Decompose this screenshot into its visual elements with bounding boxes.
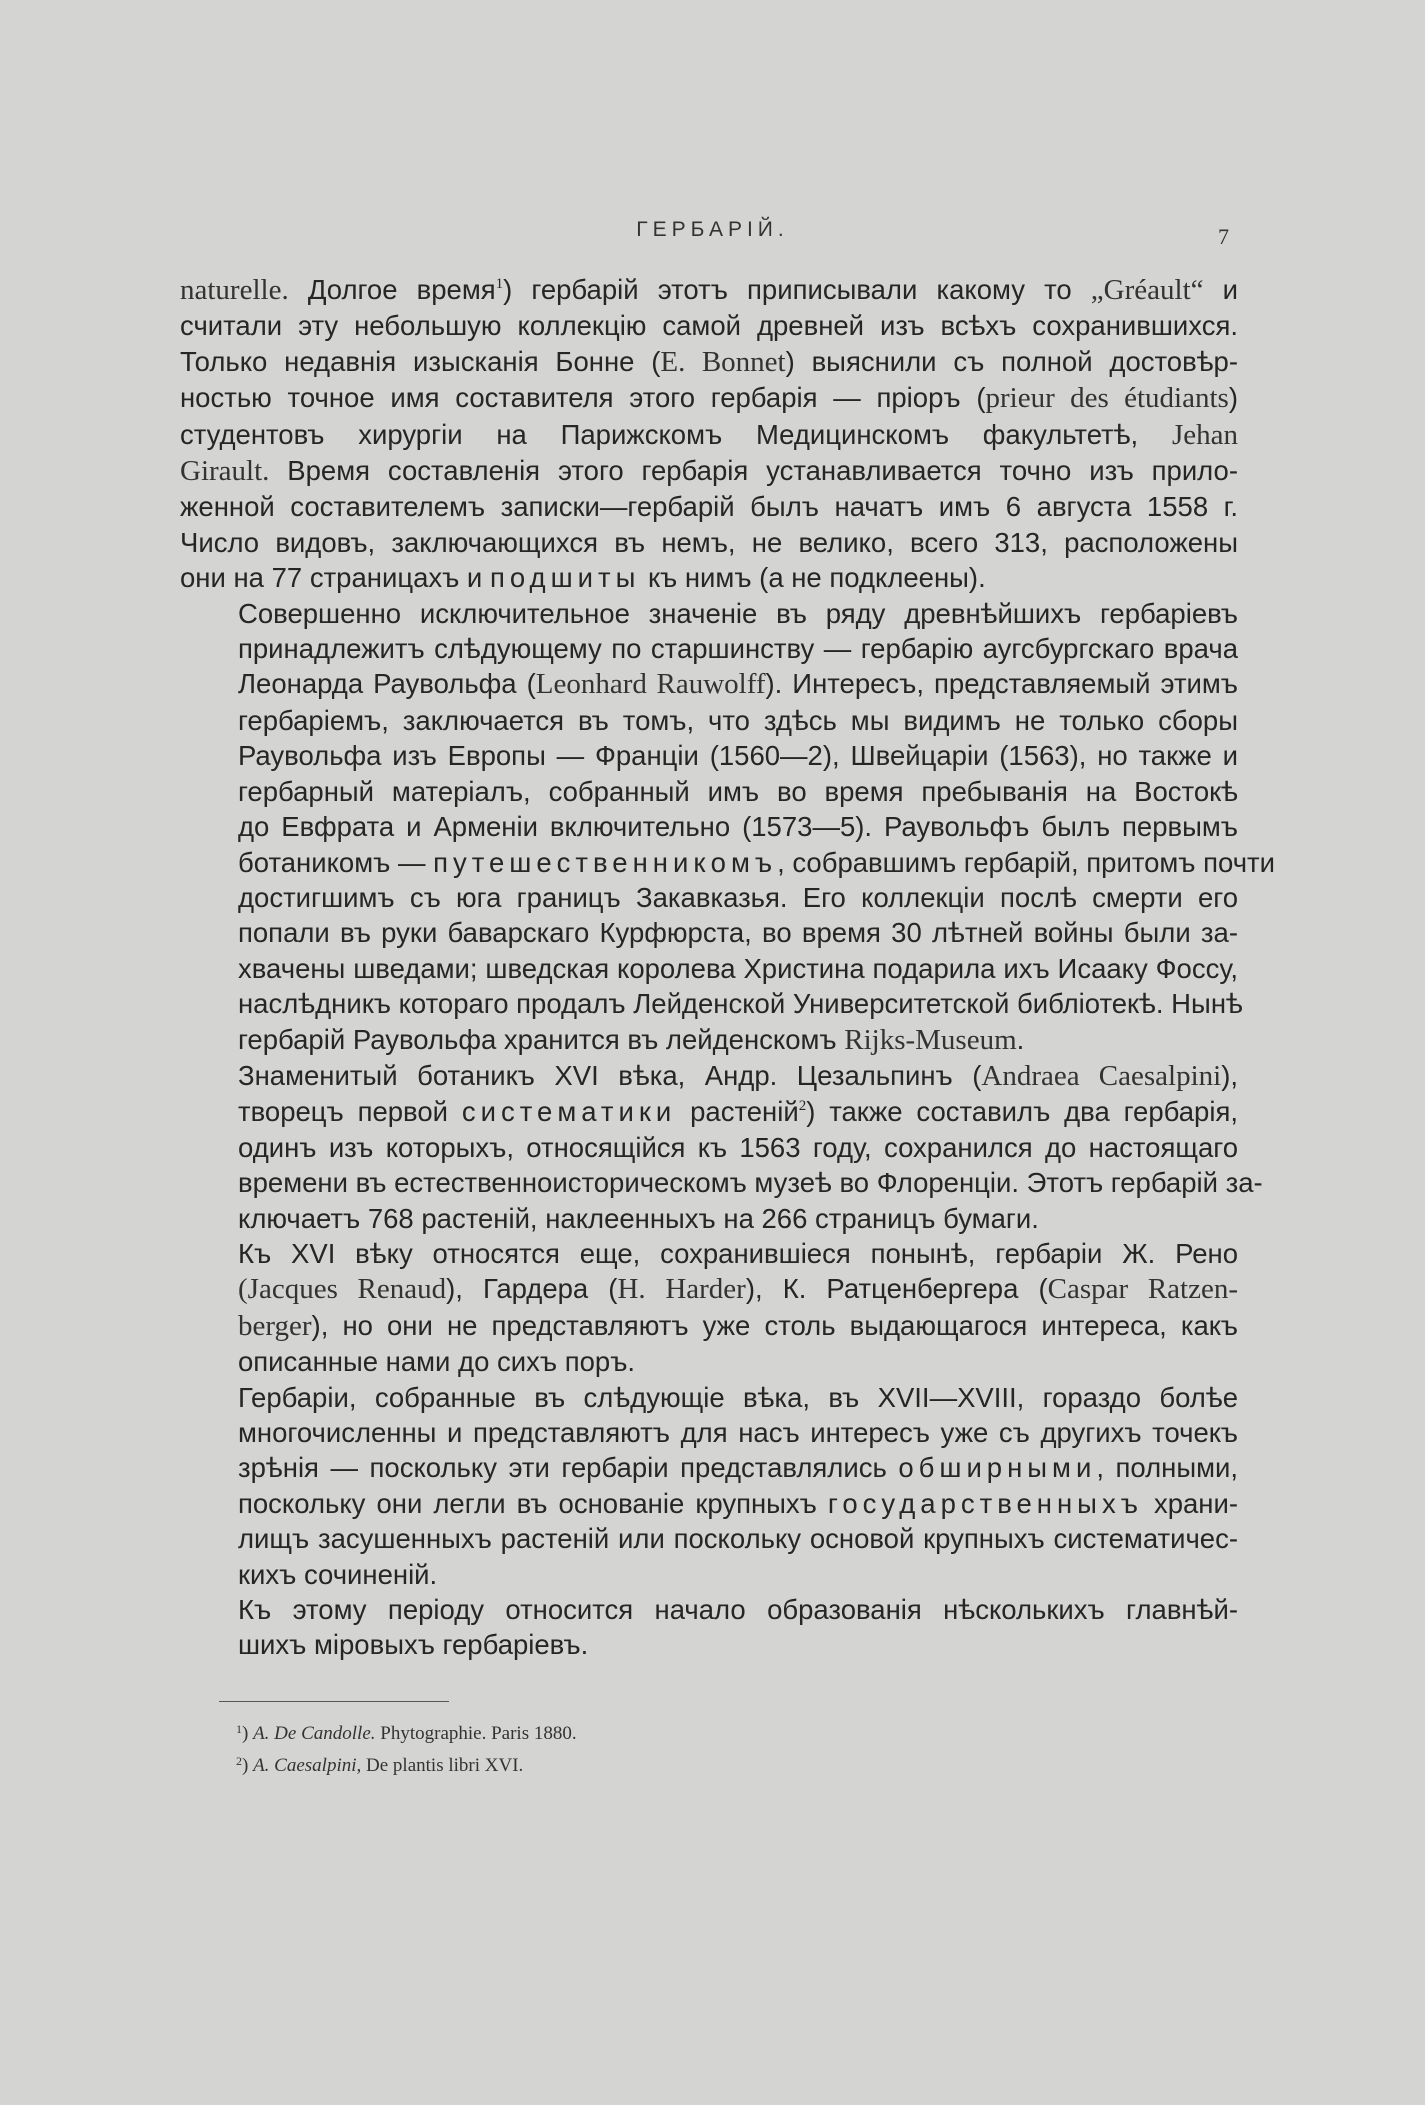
footnotes [236, 1718, 577, 1782]
footnote-1: $^1$) A. De Candolle. Phytographie. Paris 1880. [236, 1722, 577, 1744]
text-run: гербаріемъ, заключается въ томъ, что здѣсь мы видимъ не только сборы [238, 704, 1238, 736]
text-run: попали въ руки баварскаго Курфюрста, во время 30 лѣтней войны были за- [238, 917, 1238, 949]
text-run: ) также составилъ два гербарія, [806, 1096, 1238, 1128]
body-text [180, 272, 1276, 1663]
text-run: лищъ засушенныхъ растеній или поскольку основой крупныхъ систематичес- [238, 1523, 1238, 1555]
text-line [180, 774, 1238, 809]
footnote-marker: 2 [236, 1754, 242, 1768]
latin-text: Leonhard Rauwolff [535, 668, 766, 701]
spaced-emphasis: путешественникомъ [433, 846, 778, 878]
text-run: ), К. Ратценбергера ( [745, 1273, 1048, 1305]
text-run: Къ XVI вѣку относятся еще, сохранившіеся понынѣ, гербаріи Ж. Рено [238, 1237, 1238, 1269]
text-run: Только недавнія изысканія Бонне ( [180, 345, 661, 377]
text-line [180, 986, 1243, 1021]
text-run: Раувольфа изъ Европы — Франціи (1560—2), Швейцаріи (1563), но также и [238, 740, 1238, 772]
latin-text: Rijks-Museum [844, 1023, 1017, 1056]
text-run: ) гербарій этотъ приписывали какому то [503, 274, 1091, 305]
paragraph-5 [180, 1380, 1238, 1592]
text-line [180, 1130, 1238, 1165]
text-run: студентовъ хирургіи на Парижскомъ Медицинскомъ факультетѣ, [180, 418, 1172, 450]
latin-text: Andraea Caesalpini [981, 1059, 1222, 1092]
text-line [180, 308, 1238, 343]
text-run: ), Гардера ( [446, 1273, 618, 1305]
footnote-rule [219, 1701, 449, 1702]
text-run: достигшимъ съ юга границъ Закавказья. Его коллекціи послѣ смерти его [238, 881, 1238, 913]
text-run: Гербаріи, собранные въ слѣдующіе вѣка, въ XVII—XVIII, гораздо болѣе [238, 1381, 1238, 1413]
text-run: . [1016, 1023, 1025, 1055]
text-line [180, 666, 1238, 702]
text-line [180, 915, 1238, 950]
text-line [180, 489, 1238, 524]
text-run: описанные нами до сихъ поръ. [238, 1346, 636, 1378]
text-line [180, 1415, 1238, 1450]
text-line [180, 1627, 1238, 1662]
text-run: наслѣдникъ котораго продалъ Лейденской Университетской библіотекѣ. Нынѣ [238, 988, 1243, 1020]
text-line [180, 380, 1238, 416]
text-line [180, 1236, 1238, 1271]
text-run: и [1203, 274, 1238, 305]
text-run: хвачены шведами; шведская королева Христина подарила ихъ Исааку Фоссу, [238, 952, 1238, 984]
text-run: женной составителемъ записки—гербарій былъ начатъ имъ 6 августа 1558 г. [180, 491, 1238, 523]
text-run: принадлежитъ слѣдующему по старшинству — гербарію аугсбургскаго врача [238, 633, 1238, 665]
latin-text: naturelle. [180, 274, 289, 306]
text-line [180, 596, 1238, 631]
text-line [180, 560, 1238, 595]
footnote-text: De plantis libri XVI. [361, 1755, 524, 1776]
paragraph-1 [180, 272, 1238, 596]
text-line [180, 1521, 1238, 1556]
spaced-emphasis: обширными [898, 1452, 1097, 1484]
footnote-2: $^2$) A. Caesalpini, De plantis libri XVI. [236, 1754, 524, 1776]
text-line [180, 1094, 1238, 1129]
text-line [180, 453, 1238, 489]
text-line [180, 880, 1238, 915]
text-line [180, 417, 1238, 453]
text-line [180, 1165, 1263, 1200]
text-run: къ нимъ (а не подклеены). [640, 562, 986, 594]
latin-text: berger [238, 1309, 312, 1342]
text-run: творецъ первой [238, 1096, 462, 1128]
text-line [180, 845, 1276, 880]
footnote-author: A. De Candolle. [253, 1723, 376, 1744]
text-run: Долгое время [288, 274, 496, 305]
footnote-ref: 1 [495, 276, 504, 292]
footnote-marker: 1 [236, 1722, 242, 1736]
text-run: , полными, [1096, 1452, 1238, 1484]
text-run: одинъ изъ которыхъ, относящійся къ 1563 году, сохранился до настоящаго [238, 1131, 1238, 1163]
text-run: зрѣнія — поскольку эти гербаріи представлялись [238, 1452, 899, 1484]
running-head: ГЕРБАРІЙ. [636, 218, 789, 241]
text-run: ) выяснили съ полной достовѣр- [785, 345, 1238, 377]
text-run: Леонарда Раувольфа ( [238, 668, 536, 700]
footnote-text: Phytographie. Paris 1880. [375, 1723, 577, 1744]
text-run: шихъ міровыхъ гербаріевъ. [238, 1629, 589, 1661]
latin-text: prieur des étudiants [985, 382, 1229, 415]
text-line [180, 951, 1238, 986]
text-run: Число видовъ, заключающихся въ немъ, не велико, всего 313, расположены [180, 526, 1238, 558]
text-line [180, 1308, 1238, 1344]
text-run: ) [1228, 382, 1238, 414]
paragraph-3 [180, 1058, 1263, 1236]
text-run: ностью точное имя составителя этого гербарія — пріоръ ( [180, 382, 986, 414]
text-run: гербарій Раувольфа хранится въ лейденскомъ [238, 1023, 845, 1055]
text-run: храни- [1142, 1487, 1238, 1519]
text-line [180, 272, 1238, 308]
latin-text: ( [238, 1273, 248, 1306]
text-run: Знаменитый ботаникъ XVI вѣка, Андр. Цезальпинъ ( [238, 1059, 982, 1091]
footnote-ref: 2 [798, 1098, 807, 1115]
latin-text: Jacques Renaud [247, 1273, 447, 1306]
text-run: Совершенно исключительное значеніе въ ряду древнѣйшихъ гербаріевъ [238, 597, 1238, 629]
text-run: растеній [676, 1096, 799, 1128]
text-run: , собравшимъ гербарій, притомъ почти [777, 846, 1276, 878]
text-line [180, 525, 1238, 560]
text-line [180, 1450, 1238, 1485]
text-line [180, 1271, 1238, 1307]
paragraph-4 [180, 1236, 1238, 1380]
text-run: ботаникомъ — [238, 846, 434, 878]
text-line [180, 703, 1238, 738]
text-run: кихъ сочиненій. [238, 1558, 438, 1590]
text-line [180, 1486, 1238, 1521]
text-line [180, 1380, 1238, 1415]
text-run: до Евфрата и Арменіи включительно (1573—5). Раувольфъ былъ первымъ [238, 811, 1238, 843]
text-run: поскольку они легли въ основаніе крупныхъ [238, 1487, 828, 1519]
spaced-emphasis: государственныхъ [827, 1487, 1143, 1519]
latin-text: „Gréault“ [1090, 274, 1204, 306]
paragraph-2 [180, 596, 1276, 1058]
paragraph-6 [180, 1592, 1238, 1663]
spaced-emphasis: подшиты [489, 562, 641, 594]
latin-text: Girault. [180, 455, 270, 488]
latin-text: H. Harder [617, 1273, 746, 1306]
footnote-author: A. Caesalpini, [253, 1755, 362, 1776]
text-line [180, 1344, 1238, 1379]
text-run: ). Интересъ, представляемый этимъ [765, 668, 1238, 700]
text-run: считали эту небольшую коллекцію самой древней изъ всѣхъ сохранившихся. [180, 310, 1238, 342]
latin-text: E. Bonnet [660, 345, 786, 378]
page-number: 7 [1218, 224, 1229, 249]
text-run: ), [1221, 1059, 1238, 1091]
text-run: времени въ естественноисторическомъ музеѣ во Флоренціи. Этотъ гербарій за- [238, 1167, 1263, 1199]
text-run: они на 77 страницахъ и [180, 562, 490, 594]
text-line [180, 1022, 1238, 1058]
text-line [180, 1201, 1238, 1236]
spaced-emphasis: систематики [461, 1096, 677, 1128]
text-run: Къ этому періоду относится начало образованія нѣсколькихъ главнѣй- [238, 1594, 1238, 1626]
text-run: ключаетъ 768 растеній, наклеенныхъ на 266 страницъ бумаги. [238, 1202, 1039, 1234]
text-line [180, 1592, 1238, 1627]
text-line [180, 738, 1238, 773]
text-run: ), но они не представляютъ уже столь выдающагося интереса, какъ [311, 1309, 1238, 1341]
text-run: гербарный матеріалъ, собранный имъ во время пребыванія на Востокѣ [238, 775, 1238, 807]
text-run: многочисленны и представляютъ для насъ интересъ уже съ другихъ точекъ [238, 1417, 1238, 1448]
text-line [180, 809, 1238, 844]
latin-text: Jehan [1171, 418, 1238, 451]
text-line [180, 1557, 1238, 1592]
text-line [180, 631, 1238, 666]
text-line [180, 1058, 1238, 1094]
latin-text: Caspar Ratzen- [1047, 1273, 1238, 1306]
text-line [180, 344, 1238, 380]
text-run: Время составленія этого гербарія устанавливается точно изъ прило- [269, 455, 1238, 487]
